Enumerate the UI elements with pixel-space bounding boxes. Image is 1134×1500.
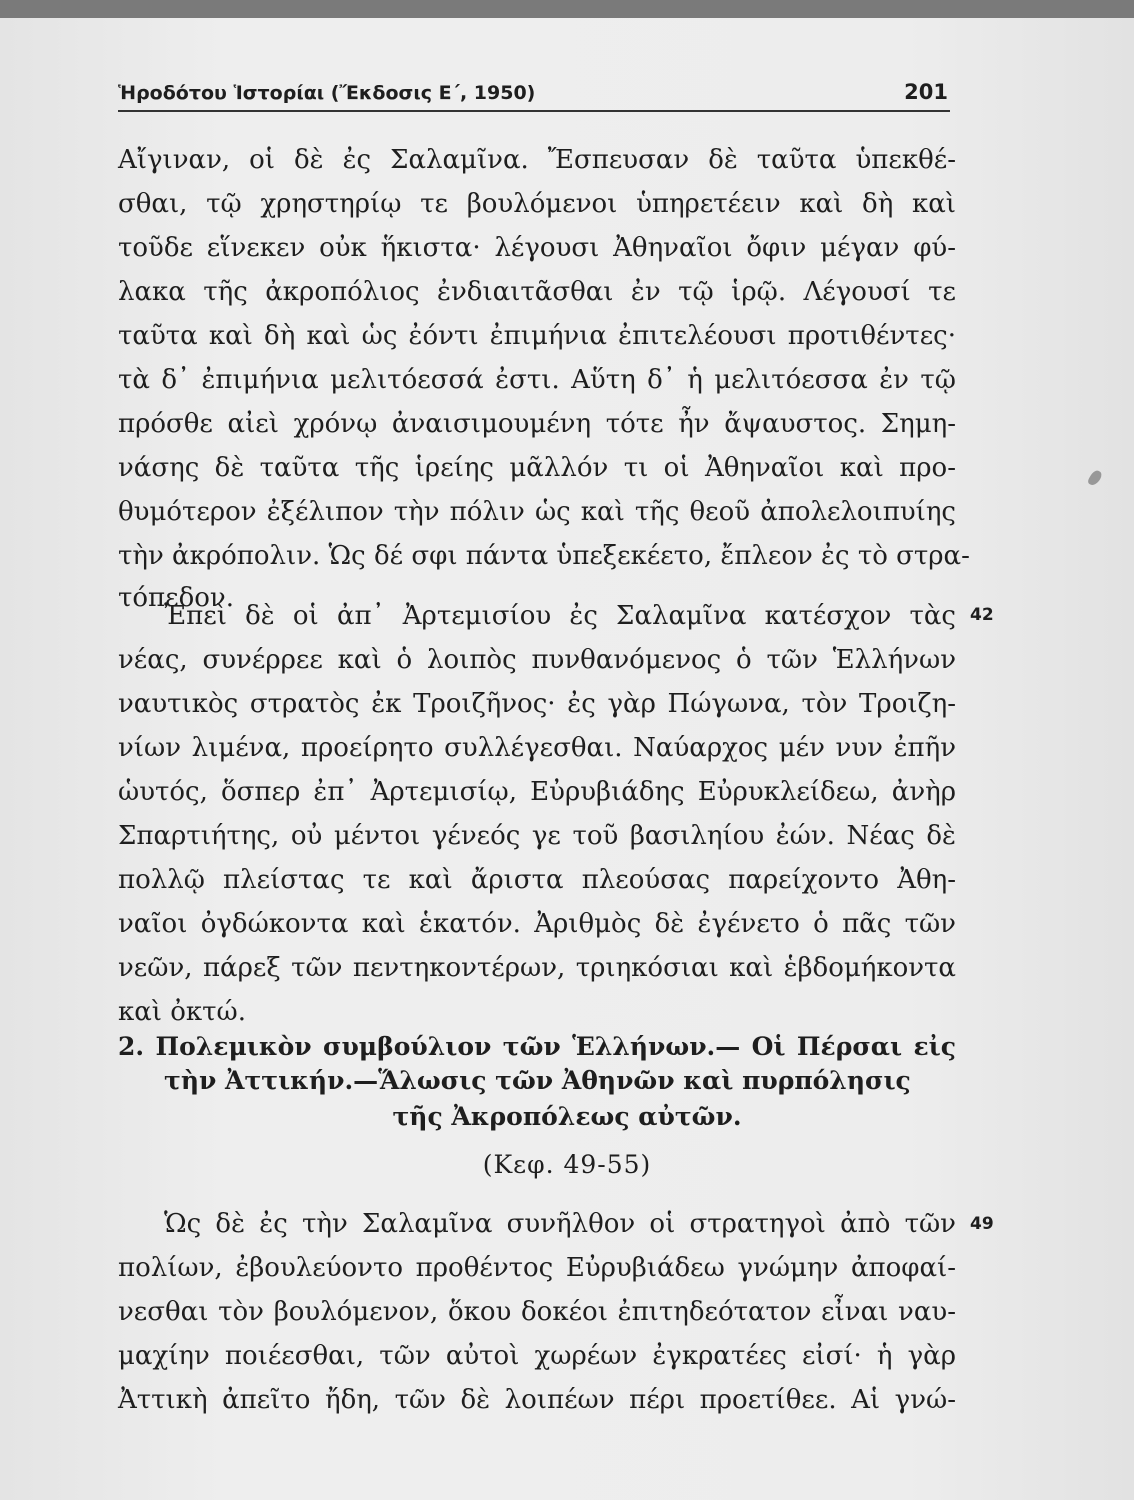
text-line: Ὡς δὲ ἐς τὴν Σαλαμῖνα συνῆλθον οἱ στρατηγοὶ ἀπὸ τῶν [164, 1209, 956, 1239]
page-number: 201 [904, 80, 948, 104]
text-line: Ἀττικὴ ἀπεῖτο ἤδη, τῶν δὲ λοιπέων πέρι προετίθεε. Αἱ γνώ- [118, 1385, 956, 1415]
section-heading-line: τῆς Ἀκροπόλεως αὐτῶν. [392, 1102, 742, 1131]
text-line: νεσθαι τὸν βουλόμενον, ὅκου δοκέοι ἐπιτηδεότατον εἶναι ναυ- [118, 1297, 956, 1327]
text-line: σθαι, τῷ χρηστηρίῳ τε βουλόμενοι ὑπηρετέειν καὶ δὴ καὶ [118, 189, 956, 219]
text-line: τὰ δ᾽ ἐπιμήνια μελιτόεσσά ἐστι. Αὕτη δ᾽ ἡ μελιτόεσσα ἐν τῷ [118, 365, 956, 395]
text-line: νίων λιμένα, προείρητο συλλέγεσθαι. Ναύαρχος μέν νυν ἐπῆν [118, 733, 956, 763]
text-line: θυμότερον ἐξέλιπον τὴν πόλιν ὡς καὶ τῆς θεοῦ ἀπολελοιπυίης [118, 497, 956, 527]
text-line: τὴν ἀκρόπολιν. Ὡς δέ σφι πάντα ὑπεξεκέετο, ἔπλεον ἐς τὸ στρα- [118, 541, 970, 571]
text-line: ταῦτα καὶ δὴ καὶ ὡς ἐόντι ἐπιμήνια ἐπιτελέουσι προτιθέντες· [118, 321, 956, 351]
text-line: νέας, συνέρρεε καὶ ὁ λοιπὸς πυνθανόμενος ὁ τῶν Ἑλλήνων [118, 645, 956, 675]
text-line: ὡυτός, ὅσπερ ἐπ᾽ Ἀρτεμισίῳ, Εὐρυβιάδης Εὐρυκλείδεω, ἀνὴρ [118, 777, 956, 807]
text-line: πολίων, ἐβουλεύοντο προθέντος Εὐρυβιάδεω γνώμην ἀποφαί- [118, 1253, 956, 1283]
text-line: Αἴγιναν, οἱ δὲ ἐς Σαλαμῖνα. Ἔσπευσαν δὲ ταῦτα ὑπεκθέ- [118, 145, 956, 175]
running-title: Ἡροδότου Ἱστορίαι (Ἔκδοσις Ε΄, 1950) [118, 82, 536, 104]
section-heading-line: τὴν Ἀττικήν.—Ἅλωσις τῶν Ἀθηνῶν καὶ πυρπόλησις [164, 1066, 911, 1095]
text-line: τόπεδον. [118, 583, 234, 613]
text-line: μαχίην ποιέεσθαι, τῶν αὐτοὶ χωρέων ἐγκρατέες εἰσί· ἡ γὰρ [118, 1341, 956, 1371]
running-header [118, 80, 950, 112]
text-line: Ἐπεὶ δὲ οἱ ἀπ᾽ Ἀρτεμισίου ἐς Σαλαμῖνα κατέσχον τὰς [164, 601, 956, 631]
text-line: Σπαρτιήτης, οὐ μέντοι γένεός γε τοῦ βασιληίου ἐών. Νέας δὲ [118, 821, 956, 851]
text-line: τοῦδε εἵνεκεν οὐκ ἥκιστα· λέγουσι Ἀθηναῖοι ὄφιν μέγαν φύ- [118, 233, 956, 263]
text-line: καὶ ὀκτώ. [118, 997, 247, 1027]
section-heading-line: 2. Πολεμικὸν συμβούλιον τῶν Ἑλλήνων.— Οἱ Πέρσαι εἰς [118, 1032, 956, 1061]
chapter-reference: (Κεφ. 49-55) [482, 1150, 652, 1179]
text-line: ναυτικὸς στρατὸς ἐκ Τροιζῆνος· ἐς γὰρ Πώγωνα, τὸν Τροιζη- [118, 689, 956, 719]
text-line: ναῖοι ὀγδώκοντα καὶ ἑκατόν. Ἀριθμὸς δὲ ἐγένετο ὁ πᾶς τῶν [118, 909, 956, 939]
text-line: νάσης δὲ ταῦτα τῆς ἱρείης μᾶλλόν τι οἱ Ἀθηναῖοι καὶ προ- [118, 453, 956, 483]
margin-chapter-number: 49 [970, 1214, 994, 1234]
text-line: νεῶν, πάρεξ τῶν πεντηκοντέρων, τριηκόσιαι καὶ ἑβδομήκοντα [118, 953, 956, 983]
scan-edge [0, 0, 1134, 18]
text-line: λακα τῆς ἀκροπόλιος ἐνδιαιτᾶσθαι ἐν τῷ ἱρῷ. Λέγουσί τε [118, 277, 956, 307]
ink-speck [1087, 469, 1104, 488]
margin-chapter-number: 42 [970, 605, 994, 625]
text-line: πολλῷ πλείστας τε καὶ ἄριστα πλεούσας παρείχοντο Ἀθη- [118, 865, 956, 895]
text-line: πρόσθε αἰεὶ χρόνῳ ἀναισιμουμένη τότε ἦν ἄψαυστος. Σημη- [118, 409, 956, 439]
